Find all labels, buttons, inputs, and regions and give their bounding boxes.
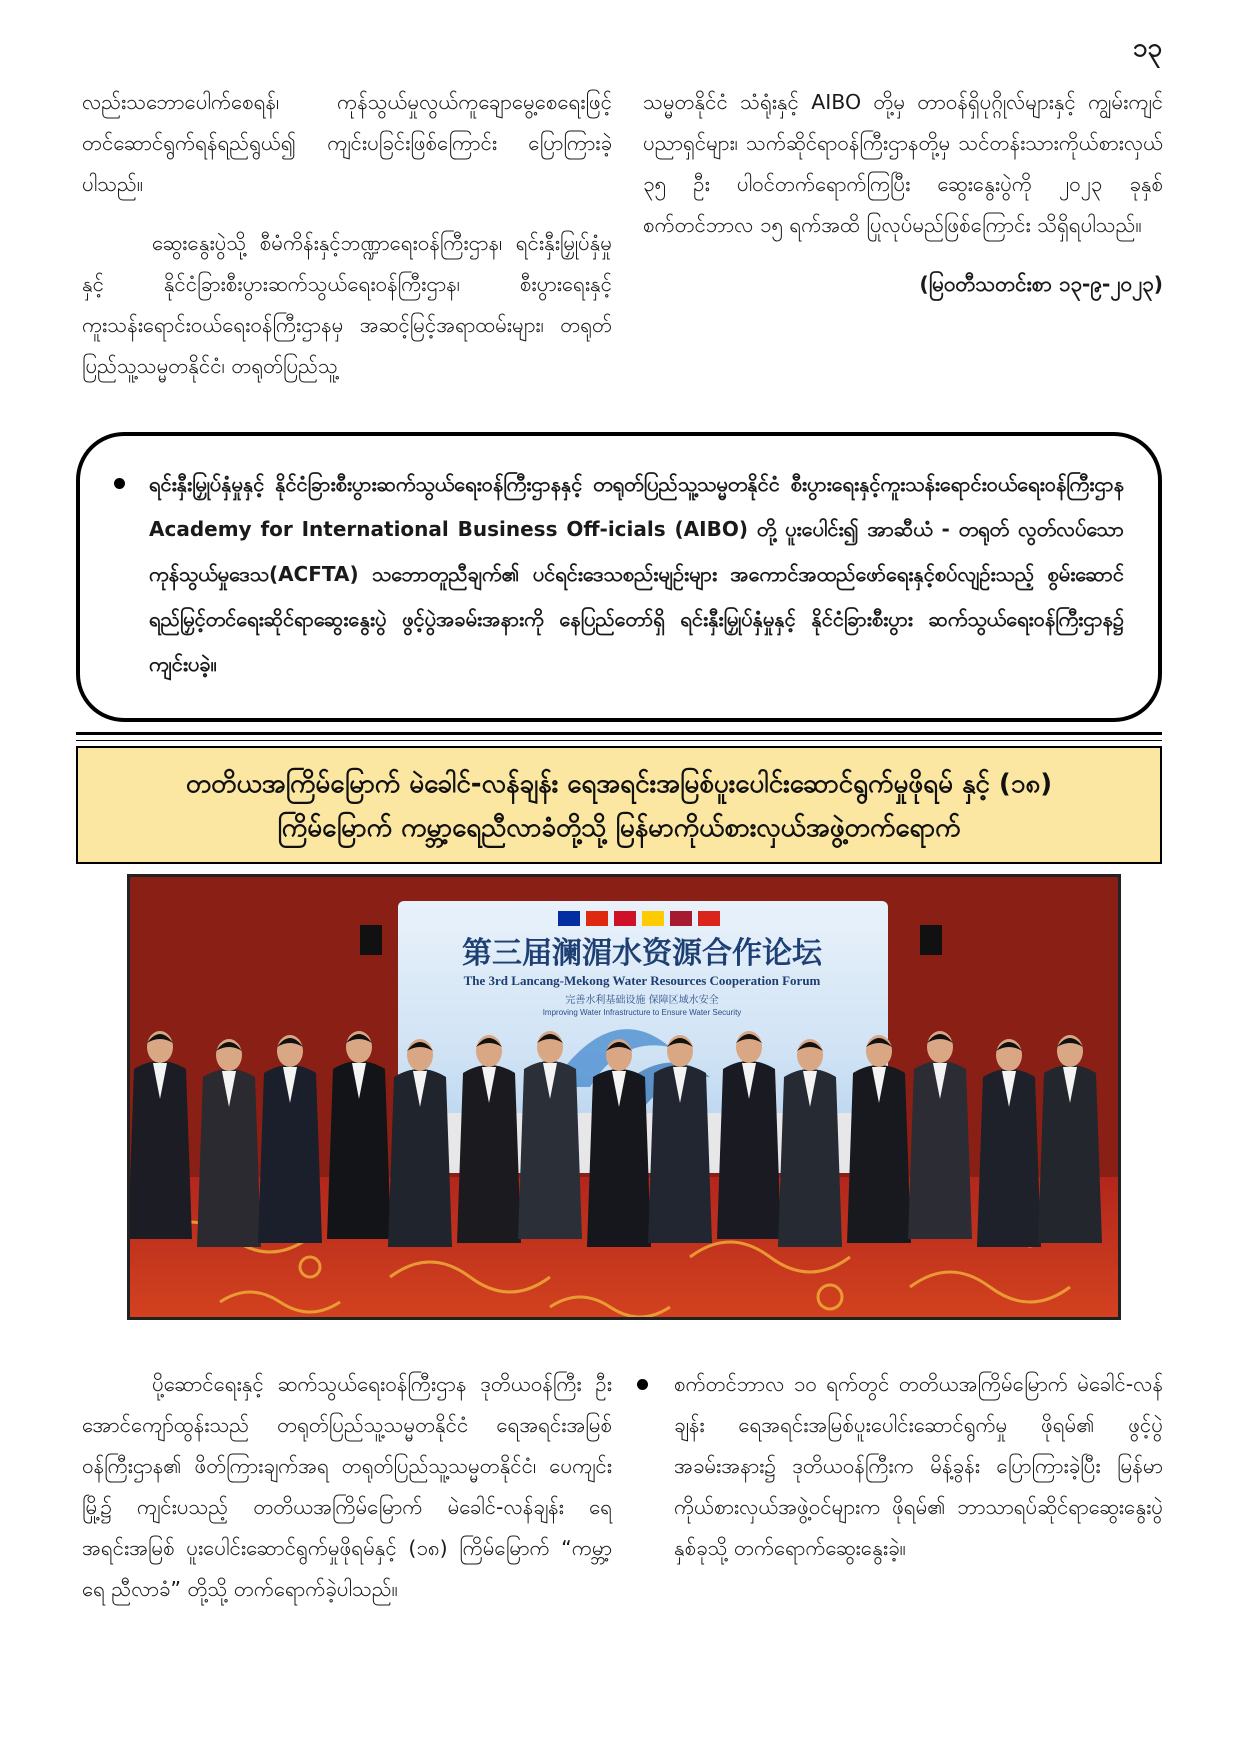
banner-title-cn: 第三届澜湄水资源合作论坛 (462, 936, 822, 971)
highlight-bullet-item (114, 462, 1124, 687)
headline-line-2: ကြိမ်မြောက် ကမ္ဘာ့ရေညီလာခံတို့သို့ မြန်မာကိုယ်စားလှယ်အဖွဲ့တက်ရောက် (277, 813, 961, 843)
bottom-left-column (82, 1364, 612, 1628)
event-photo-illustration (130, 877, 1118, 1317)
top-right-paragraph-1: သမ္မတနိုင်ငံ သံရုံးနှင့် AIBO တို့မှ တာဝန်ရှိပုဂ္ဂိုလ်များနှင့် ကျွမ်းကျင်ပညာရှင်များ၊ သက်ဆိုင်ရာဝန်ကြီးဌာနတို့မှ သင်တန်းသားကိုယ်စားလှယ် ၃၅ ဦး ပါဝင်တက်ရောက်ကြပြီး ဆွေးနွေးပွဲကို ၂၀၂၃ ခုနှစ် စက်တင်ဘာလ ၁၅ ရက်အထိ ပြုလုပ်မည်ဖြစ်ကြောင်း သိရှိရပါသည်။ (643, 90, 1163, 237)
flag-myanmar (642, 911, 664, 926)
bottom-right-bullet-text: စက်တင်ဘာလ ၁၀ ရက်တွင် တတိယအကြိမ်မြောက် မဲခေါင်-လန်ချန်း ရေအရင်းအမြစ်ပူးပေါင်းဆောင်ရွက်မှု ဖိုရမ်၏ ဖွင့်ပွဲအခမ်းအနား၌ ဒုတိယဝန်ကြီးက မိန့်ခွန်း ပြောကြားခဲ့ပြီး မြန်မာကိုယ်စားလှယ်အဖွဲ့ဝင်များက ဖိုရမ်၏ ဘာသာရပ်ဆိုင်ရာဆွေးနွေးပွဲနှစ်ခုသို့ တက်ရောက်ဆွေးနွေးခဲ့။ (674, 1372, 1163, 1560)
page-number: ၁၃ (1132, 33, 1162, 63)
banner-subtitle-en: Improving Water Infrastructure to Ensure Water Security (542, 1008, 742, 1017)
bullet-icon (114, 478, 125, 489)
highlight-text: ရင်းနှီးမြှုပ်နှံမှုနှင့် နိုင်ငံခြားစီးပွားဆက်သွယ်ရေးဝန်ကြီးဌာနနှင့် တရုတ်ပြည်သူ့သမ္မတနိုင်ငံ စီးပွားရေးနှင့်ကူးသန်းရောင်းဝယ်ရေးဝန်ကြီးဌာန Academy for International Business Off-icials (AIBO) တို့ ပူးပေါင်း၍ အာဆီယံ - တရုတ် လွတ်လပ်သောကုန်သွယ်မှုဒေသ(ACFTA) သဘောတူညီချက်၏ ပင်ရင်းဒေသစည်းမျဉ်းများ အကောင်အထည်ဖော်ရေးနှင့်စပ်လျဉ်းသည့် စွမ်းဆောင်ရည်မြှင့်တင်ရေးဆိုင်ရာဆွေးနွေးပွဲ ဖွင့်ပွဲအခမ်းအနားကို နေပြည်တော်ရှိ ရင်းနှီးမြှုပ်နှံမှုနှင့် နိုင်ငံခြားစီးပွား ဆက်သွယ်ရေးဝန်ကြီးဌာန၌ ကျင်းပခဲ့။ (149, 472, 1124, 676)
bottom-right-bullet-item (643, 1364, 1163, 1569)
headline-line-1: တတိယအကြိမ်မြောက် မဲခေါင်-လန်ချန်း ရေအရင်းအမြစ်ပူးပေါင်းဆောင်ရွက်မှုဖိုရမ် နှင့် (၁၈) (185, 769, 1053, 799)
bottom-left-paragraph-1: ပို့ဆောင်ရေးနှင့် ဆက်သွယ်ရေးဝန်ကြီးဌာန ဒုတိယဝန်ကြီး ဦးအောင်ကျော်ထွန်းသည် တရုတ်ပြည်သူ့သမ္မတနိုင်ငံ ရေအရင်းအမြစ်ဝန်ကြီးဌာန၏ ဖိတ်ကြားချက်အရ တရုတ်ပြည်သူ့သမ္မတနိုင်ငံ၊ ပေကျင်းမြို့၌ ကျင်းပသည့် တတိယအကြိမ်မြောက် မဲခေါင်-လန်ချန်း ရေအရင်းအမြစ် ပူးပေါင်းဆောင်ရွက်မှုဖိုရမ်နှင့် (၁၈) ကြိမ်မြောက် “ကမ္ဘာ့ရေ ညီလာခံ” တို့သို့ တက်ရောက်ခဲ့ပါသည်။ (82, 1372, 612, 1601)
flag-china (586, 911, 608, 926)
source-citation: (မြဝတီသတင်းစာ ၁၃-၉-၂၀၂၃) (919, 272, 1163, 296)
speaker-right (920, 925, 942, 955)
highlight-summary-box (76, 432, 1162, 722)
flag-thailand (670, 911, 692, 926)
top-left-column (82, 82, 612, 405)
flag-vietnam (698, 911, 720, 926)
article-headline (76, 746, 1162, 864)
bottom-right-column (643, 1364, 1163, 1569)
speaker-left (360, 925, 382, 955)
flag-laos (614, 911, 636, 926)
top-right-column (643, 82, 1163, 323)
banner-subtitle-cn: 完善水利基础设施 保障区域水安全 (565, 995, 719, 1006)
flag-cambodia (558, 911, 580, 926)
section-divider (76, 732, 1162, 741)
top-left-paragraph-2: ဆွေးနွေးပွဲသို့ စီမံကိန်းနှင့်ဘဏ္ဍာရေးဝန်ကြီးဌာန၊ ရင်းနှီးမြှုပ်နှံမှုနှင့် နိုင်ငံခြားစီးပွားဆက်သွယ်ရေးဝန်ကြီးဌာန၊ စီးပွားရေးနှင့်ကူးသန်းရောင်းဝယ်ရေးဝန်ကြီးဌာနမှ အဆင့်မြင့်အရာထမ်းများ၊ တရုတ်ပြည်သူ့သမ္မတနိုင်ငံ၊ တရုတ်ပြည်သူ့ (82, 231, 612, 378)
event-photo (127, 874, 1121, 1320)
banner-title-en: The 3rd Lancang-Mekong Water Resources Cooperation Forum (463, 973, 821, 988)
bullet-icon (637, 1379, 648, 1390)
top-left-paragraph-1: လည်းသဘောပေါက်စေရန်၊ ကုန်သွယ်မှုလွယ်ကူချောမွေ့စေရေးဖြင့်တင်ဆောင်ရွက်ရန်ရည်ရွယ်၍ ကျင်းပခြင်းဖြစ်ကြောင်း ပြောကြားခဲ့ပါသည်။ (82, 90, 612, 196)
